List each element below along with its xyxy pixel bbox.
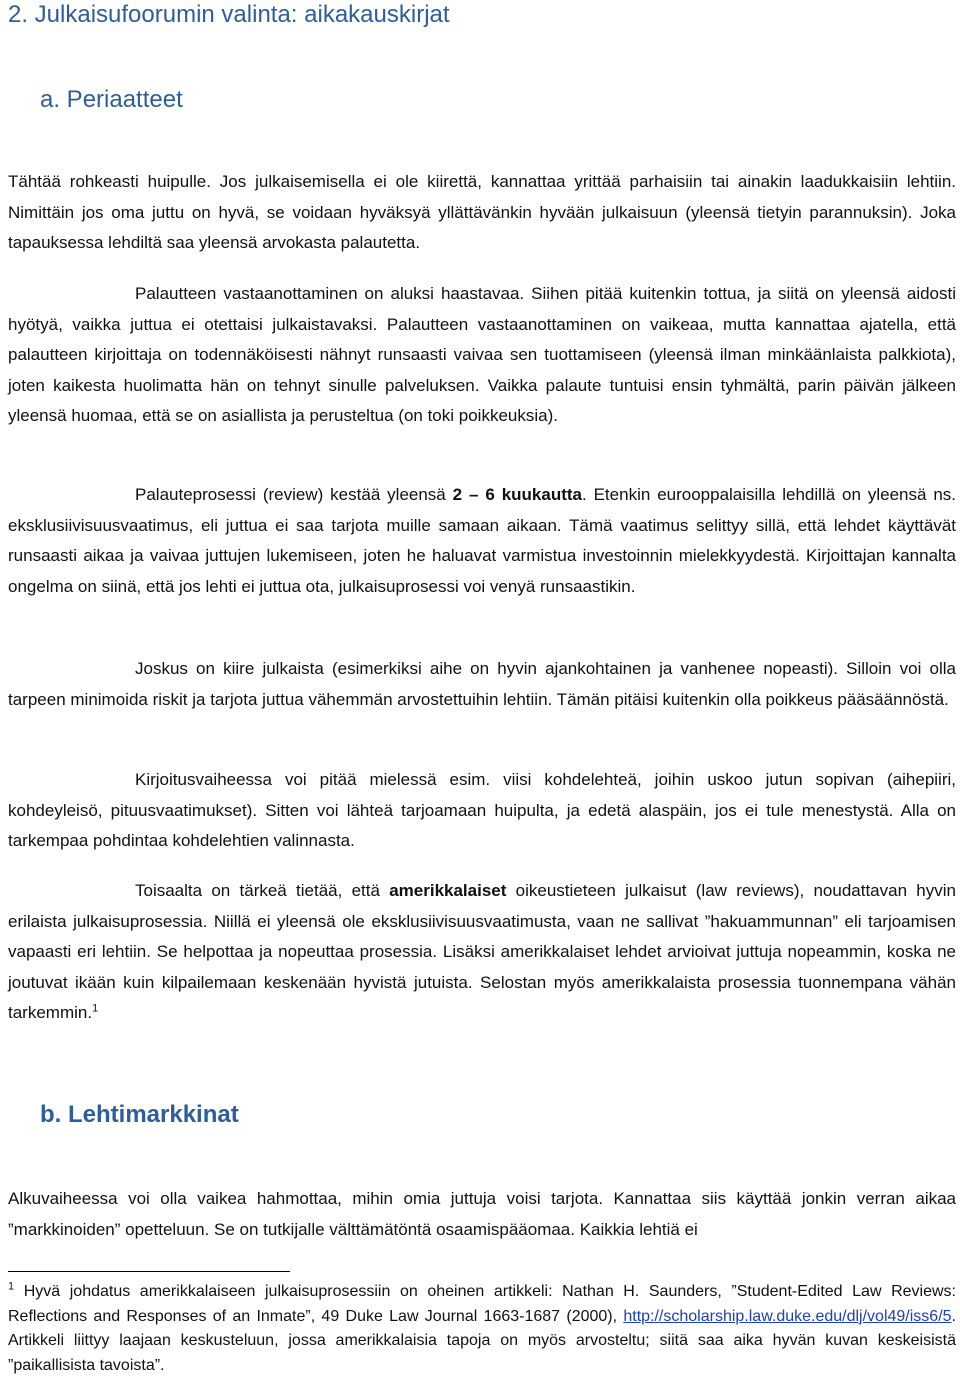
paragraph-6-text-a: Toisaalta on tärkeä tietää, että <box>135 881 390 900</box>
footnote-text-a: Hyvä johdatus amerikkalaiseen julkaisuprosessiin on oheinen artikkeli: Nathan H. Saunders, ”Student-Edited Law Reviews: Reflections and Responses of an Inmate”, 49 Duke Law Journal 1663-1687 (2000), <box>8 1283 956 1325</box>
paragraph-3 <box>8 480 956 602</box>
footnote-reference[interactable]: 1 <box>92 1002 99 1015</box>
paragraph-7 <box>8 1184 956 1245</box>
section-heading-a: a. Periaatteet <box>40 86 183 113</box>
paragraph-4 <box>8 654 956 715</box>
paragraph-3-bold: 2 – 6 kuukautta <box>452 485 582 504</box>
paragraph-6 <box>8 876 956 1029</box>
paragraph-3-text-a: Palauteprosessi (review) kestää yleensä <box>135 485 453 504</box>
paragraph-4-text: Joskus on kiire julkaista (esimerkiksi aihe on hyvin ajankohtainen ja vanhenee nopeasti). Silloin voi olla tarpeen minimoida riskit ja tarjota juttua vähemmän arvostettuihin lehtiin. Tämän pitäisi kuitenkin olla poikkeus pääsäännöstä. <box>8 659 956 709</box>
paragraph-1 <box>8 167 956 259</box>
footnote <box>8 1280 956 1378</box>
footnote-divider <box>8 1271 290 1272</box>
paragraph-2 <box>8 279 956 432</box>
paragraph-6-text-b: oikeustieteen julkaisut (law reviews), noudattavan hyvin erilaista julkaisuprosessia. Niillä ei yleensä ole eksklusiivisuusvaatimusta, vaan ne sallivat ”hakuammunnan” eli tarjoamisen vapaasti eri lehtiin. Se helpottaa ja nopeuttaa prosessia. Lisäksi amerikkalaiset lehdet arvioivat juttuja nopeammin, koska ne joutuvat ikään kuin kilpailemaan keskenään hyvistä jutuista. Selostan myös amerikkalaista prosessia tuonnempana vähän tarkemmin. <box>8 881 956 1022</box>
paragraph-1-text: Tähtää rohkeasti huipulle. Jos julkaisemisella ei ole kiirettä, kannattaa yrittää parhaisiin tai ainakin laadukkaisiin lehtiin. Nimittäin jos oma juttu on hyvä, se voidaan hyväksyä yllättävänkin hyvään julkaisuun (yleensä tietyin parannuksin). Joka tapauksessa lehdiltä saa yleensä arvokasta palautetta. <box>8 172 956 252</box>
paragraph-2-text: Palautteen vastaanottaminen on aluksi haastavaa. Siihen pitää kuitenkin tottua, ja siitä on yleensä aidosti hyötyä, vaikka juttua ei otettaisi julkaistavaksi. Palautteen vastaanottaminen on vaikeaa, mutta kannattaa ajatella, että palautteen kirjoittaja on todennäköisesti nähnyt runsaasti vaivaa sen tuottamiseen (yleensä ilman minkäänlaista palkkiota), joten kaikesta huolimatta hän on tehnyt sinulle palveluksen. Vaikka palaute tuntuisi ensin tyhmältä, parin päivän jälkeen yleensä huomaa, että se on asiallista ja perusteltua (on toki poikkeuksia). <box>8 284 956 425</box>
footnote-number: 1 <box>8 1280 15 1293</box>
footnote-link[interactable]: http://scholarship.law.duke.edu/dlj/vol49/iss6/5 <box>623 1307 952 1325</box>
paragraph-7-text: Alkuvaiheessa voi olla vaikea hahmottaa, mihin omia juttuja voisi tarjota. Kannattaa siis käyttää jonkin verran aikaa ”markkinoiden” opetteluun. Se on tutkijalle välttämätöntä osaamispääomaa. Kaikkia lehtiä ei <box>8 1189 956 1239</box>
paragraph-6-bold: amerikkalaiset <box>389 881 507 900</box>
paragraph-3-text-b: . Etenkin eurooppalaisilla lehdillä on yleensä ns. eksklusiivisuusvaatimus, eli juttua ei saa tarjota muille samaan aikaan. Tämä vaatimus selittyy sillä, että lehdet käyttävät runsaasti aikaa ja vaivaa juttujen lukemiseen, joten he haluavat varmistua investoinnin mielekkyydestä. Kirjoittajan kannalta ongelma on siinä, että jos lehti ei juttua ota, julkaisuprosessi voi venyä runsaastikin. <box>8 485 956 596</box>
paragraph-5-text: Kirjoitusvaiheessa voi pitää mielessä esim. viisi kohdelehteä, joihin uskoo jutun sopivan (aihepiiri, kohdeyleisö, pituusvaatimukset). Sitten voi lähteä tarjoamaan huipulta, ja edetä alaspäin, jos ei tule menestystä. Alla on tarkempaa pohdintaa kohdelehtien valinnasta. <box>8 770 956 850</box>
footnote-text-b: . Artikkeli liittyy laajaan keskusteluun, jossa amerikkalaisia tapoja on myös arvosteltu; siitä saa aika hyvän kuvan keskeisistä ”paikallisista tavoista”. <box>8 1307 956 1374</box>
paragraph-5 <box>8 765 956 857</box>
page-heading: 2. Julkaisufoorumin valinta: aikakauskirjat <box>8 1 450 28</box>
section-heading-b: b. Lehtimarkkinat <box>40 1101 239 1128</box>
